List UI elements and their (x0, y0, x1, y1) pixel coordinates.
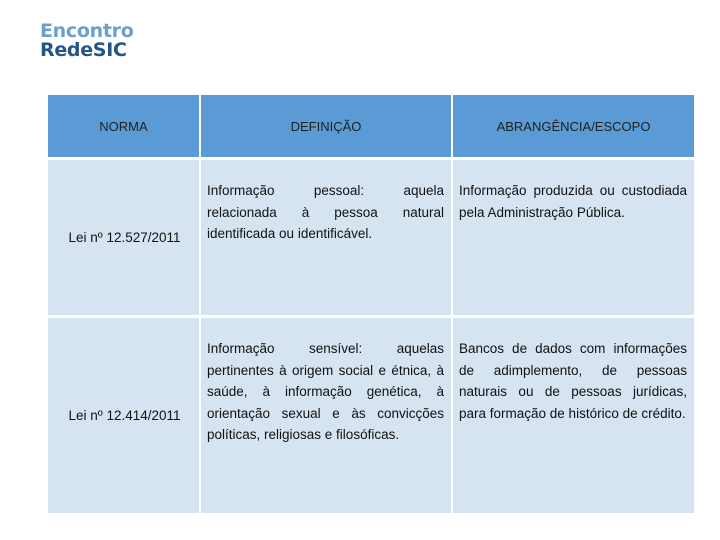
logo-line-1: Encontro (40, 20, 134, 42)
header-abrangencia: ABRANGÊNCIA/ESCOPO (452, 95, 694, 159)
header-definicao: DEFINIÇÃO (200, 95, 452, 159)
cell-abrangencia: Informação produzida ou custodiada pela Administração Pública. (452, 159, 694, 317)
header-norma: NORMA (48, 95, 200, 159)
encontro-redesic-logo (40, 22, 133, 60)
cell-definicao: Informação pessoal: aquela relacionada à pessoa natural identificada ou identificável. (200, 159, 452, 317)
cell-norma: Lei nº 12.527/2011 (48, 159, 200, 317)
cell-norma: Lei nº 12.414/2011 (48, 317, 200, 514)
table-header-row (48, 95, 694, 159)
cell-definicao: Informação sensível: aquelas pertinentes à origem social e étnica, à saúde, à informação genética, à orientação sexual e às convicções políticas, religiosas e filosóficas. (200, 317, 452, 514)
table-row (48, 317, 694, 514)
cell-abrangencia: Bancos de dados com informações de adimplemento, de pessoas naturais ou de pessoas jurídicas, para formação de histórico de crédito. (452, 317, 694, 514)
logo-line-2: RedeSIC (40, 39, 127, 61)
norms-table (48, 95, 694, 513)
table-row (48, 159, 694, 317)
